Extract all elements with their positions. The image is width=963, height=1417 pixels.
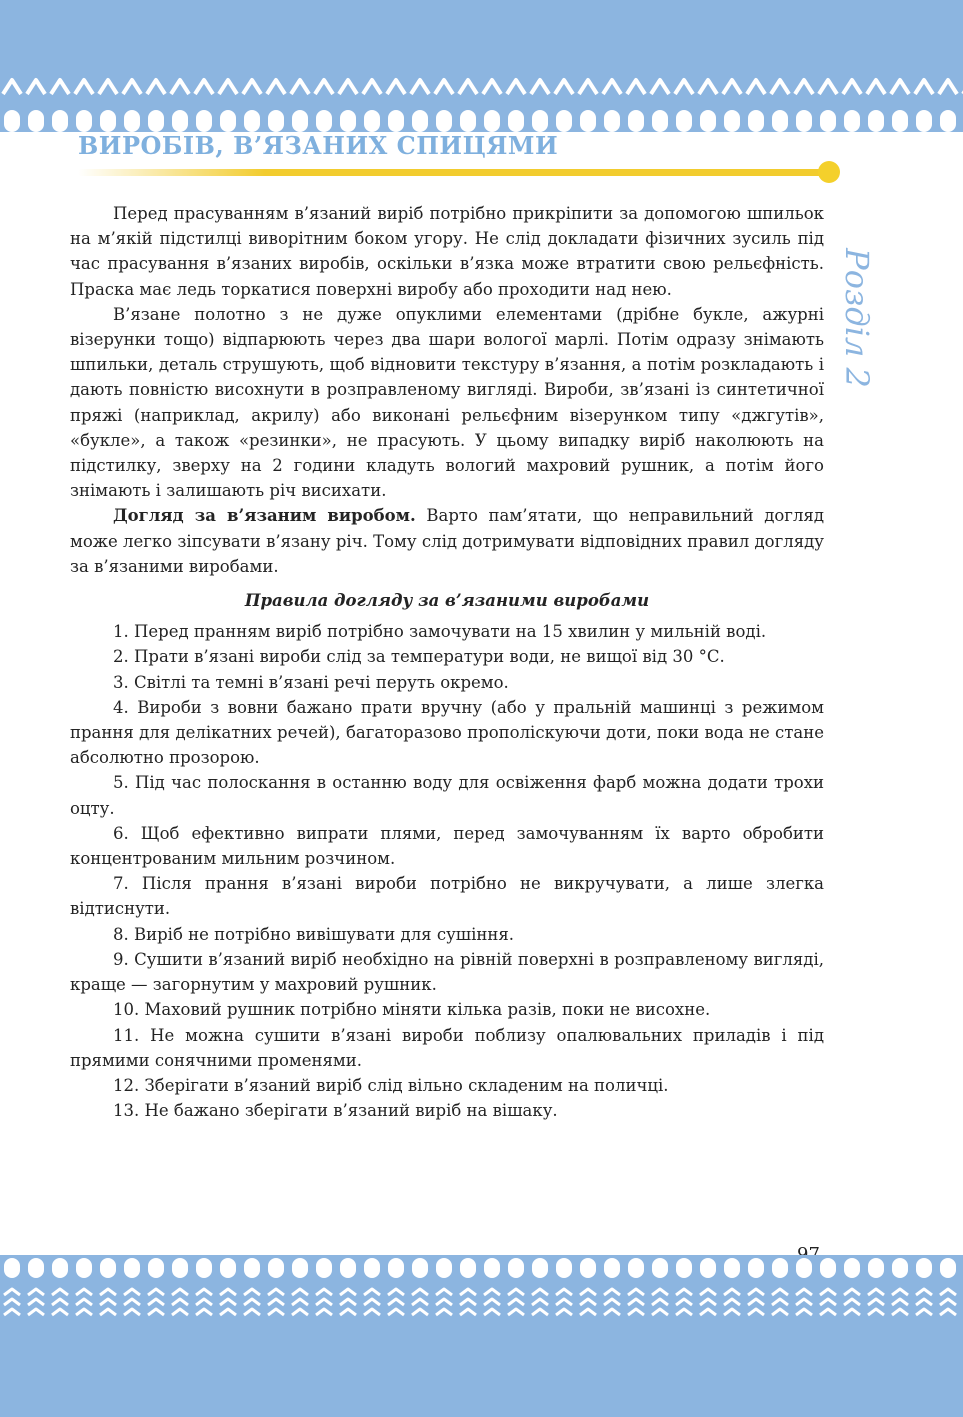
rule-item: 3. Світлі та темні в’язані речі перуть окремо. [113,672,509,692]
title-dot-ornament [818,161,840,183]
rule-item: 7. Після прання в’язані вироби потрібно не викручувати, а лише злегка відтиснути. [70,874,824,919]
rule-item: 2. Прати в’язані вироби слід за температури води, не вищої від 30 °С. [113,647,725,667]
chapter-label-text: Розділ 2 [838,247,877,388]
bottom-scallop-pattern [0,1258,963,1282]
care-text: Варто пам’ятати, що неправильний догляд може легко зіпсувати в’язану річ. Тому слід дотримувати відповідних правил догляду за в’язаними виробами. [70,506,824,576]
page-content [70,201,824,1123]
rule-item: 8. Виріб не потрібно вивішувати для сушіння. [113,924,515,944]
bottom-chevron-pattern [0,1285,963,1321]
paragraph-steaming: В’язане полотно з не дуже опуклими елементами (дрібне букле, ажурні візерунки тощо) відпарюють через два шари вологої марлі. Потім одразу знімають шпильки, деталь струшують, щоб відновити текстуру в’язання, а потім розкладають і дають повністю висохнути в розправленому вигляді. Вироби, зв’язані із синтетичної пряжі (наприклад, акрилу) або виконані рельєфним візерунком типу «джгутів», «букле», а також «резинки», не прасують. У цьому випадку виріб наколюють на підстилку, зверху на 2 години кладуть вологий махровий рушник, а потім його знімають і залишають річ висихати. [70,304,824,501]
paragraph-ironing: Перед прасуванням в’язаний виріб потрібно прикріпити за допомогою шпильок на м’якій підстилці виворітним боком угору. Не слід докладати фізичних зусиль під час прасування в’язаних виробів, оскільки в’язка може втратити свою рельєфність. Праска має ледь торкатися поверхні виробу або проходити над нею. [70,204,824,299]
section-title: ВИРОБІВ, В’ЯЗАНИХ СПИЦЯМИ [78,131,559,160]
top-scallop-pattern [0,104,963,132]
rule-item: 9. Сушити в’язаний виріб необхідно на рівній поверхні в розправленому вигляді, краще — загорнутим у махровий рушник. [70,949,824,995]
rule-item: 1. Перед пранням виріб потрібно замочувати на 15 хвилин у мильній воді. [113,622,767,642]
rule-item: 6. Щоб ефективно випрати плями, перед замочуванням їх варто обробити концентрованим мильним розчином. [70,823,824,869]
rule-item: 13. Не бажано зберігати в’язаний виріб на вішаку. [113,1101,558,1121]
rule-item: 4. Вироби з вовни бажано прати вручну (або у пральній машинці з режимом прання для делікатних речей), багаторазово прополіскуючи доти, поки вода не стане абсолютно прозорою. [70,697,824,768]
paragraph-care-intro [70,503,824,579]
care-heading: Догляд за в’язаним виробом. [113,506,416,526]
rules-title: Правила догляду за в’язаними виробами [244,591,650,611]
rule-item: 11. Не можна сушити в’язані вироби поблизу опалювальних приладів і під прямими сонячними променями. [70,1025,824,1070]
title-underline [78,169,828,176]
rule-item: 12. Зберігати в’язаний виріб слід вільно складеним на поличці. [113,1075,669,1095]
top-zigzag-pattern [0,72,963,102]
rule-item: 10. Маховий рушник потрібно міняти кілька разів, поки не висохне. [113,1000,711,1020]
rule-item: 5. Під час полоскання в останню воду для освіження фарб можна додати трохи оцту. [70,773,824,818]
chapter-side-label [835,230,879,405]
